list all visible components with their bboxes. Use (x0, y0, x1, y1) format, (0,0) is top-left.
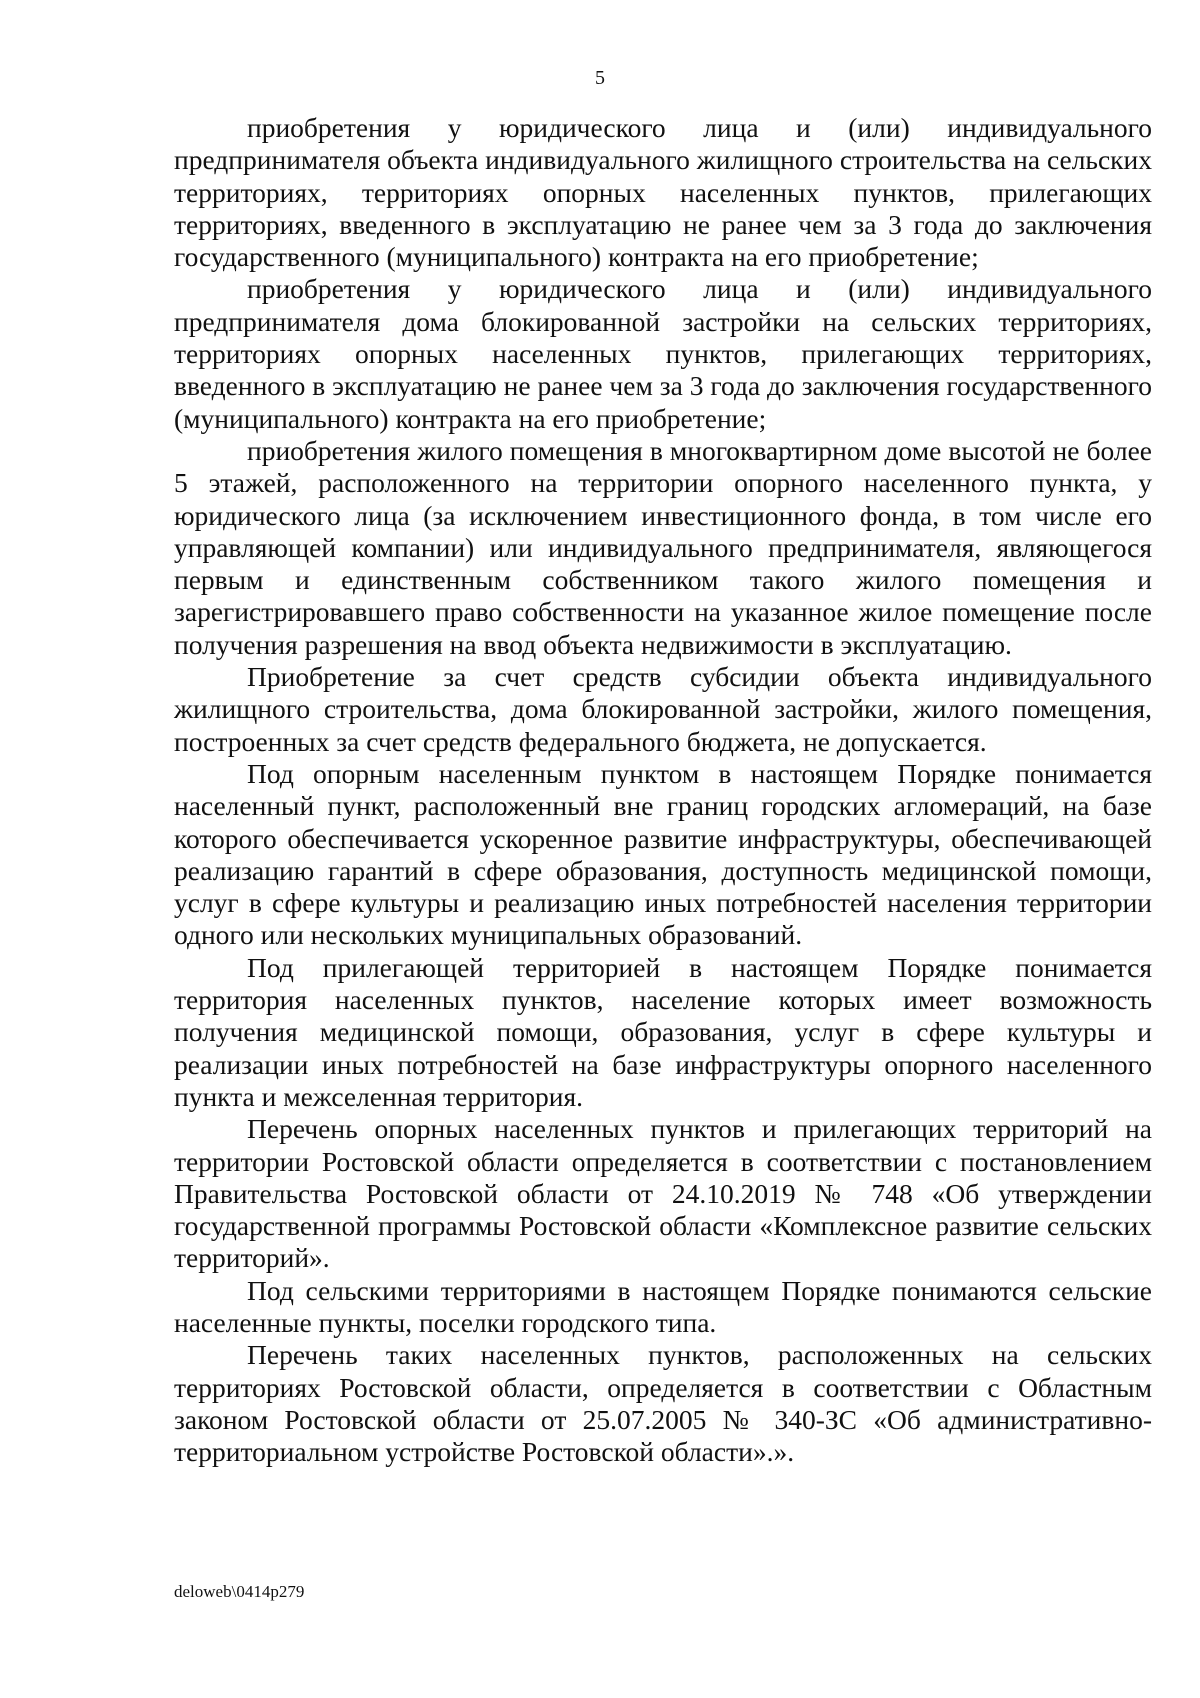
paragraph-federal-budget-restriction: Приобретение за счет средств субсидии объекта индивидуального жилищного строительства, дома блокированной застройки, жилого помещения, построенных за счет средств федерального бюджета, не допускается. (174, 661, 1152, 757)
paragraph-acquisition-ijs: приобретения у юридического лица и (или) индивидуального предпринимателя объекта индивидуального жилищного строительства на сельских территориях, территориях опорных населенных пунктов, прилегающих территориях, введенного в эксплуатацию не ранее чем за 3 года до заключения государственного (муниципального) контракта на его приобретение; (174, 112, 1152, 273)
paragraph-list-rural-settlements: Перечень таких населенных пунктов, расположенных на сельских территориях Ростовской области, определяется в соответствии с Областным законом Ростовской области от 25.07.2005 № 340-ЗС «Об административно-территориальном устройстве Ростовской области».». (174, 1339, 1152, 1468)
paragraph-acquisition-blocked-house: приобретения у юридического лица и (или) индивидуального предпринимателя дома блокированной застройки на сельских территориях, территориях опорных населенных пунктов, прилегающих территориях, введенного в эксплуатацию не ранее чем за 3 года до заключения государственного (муниципального) контракта на его приобретение; (174, 273, 1152, 434)
document-footer-code: deloweb\0414p279 (174, 1582, 305, 1601)
paragraph-definition-rural-territories: Под сельскими территориями в настоящем Порядке понимаются сельские населенные пункты, поселки городского типа. (174, 1274, 1152, 1338)
page-number: 5 (595, 67, 605, 89)
document-body (174, 112, 1152, 1468)
paragraph-definition-base-settlement: Под опорным населенным пунктом в настоящем Порядке понимается населенный пункт, расположенный вне границ городских агломераций, на базе которого обеспечивается ускоренное развитие инфраструктуры, обеспечивающей реализацию гарантий в сфере образования, доступность медицинской помощи, услуг в сфере культуры и реализацию иных потребностей населения территории одного или нескольких муниципальных образований. (174, 757, 1152, 951)
paragraph-list-base-settlements: Перечень опорных населенных пунктов и прилегающих территорий на территории Ростовской области определяется в соответствии с постановлением Правительства Ростовской области от 24.10.2019 № 748 «Об утверждении государственной программы Ростовской области «Комплексное развитие сельских территорий». (174, 1113, 1152, 1274)
paragraph-definition-adjacent-territory: Под прилегающей территорией в настоящем Порядке понимается территория населенных пунктов, население которых имеет возможность получения медицинской помощи, образования, услуг в сфере культуры и реализации иных потребностей на базе инфраструктуры опорного населенного пункта и межселенная территория. (174, 951, 1152, 1112)
paragraph-acquisition-apartment: приобретения жилого помещения в многоквартирном доме высотой не более 5 этажей, расположенного на территории опорного населенного пункта, у юридического лица (за исключением инвестиционного фонда, в том числе его управляющей компании) или индивидуального предпринимателя, являющегося первым и единственным собственником такого жилого помещения и зарегистрировавшего право собственности на указанное жилое помещение после получения разрешения на ввод объекта недвижимости в эксплуатацию. (174, 434, 1152, 660)
